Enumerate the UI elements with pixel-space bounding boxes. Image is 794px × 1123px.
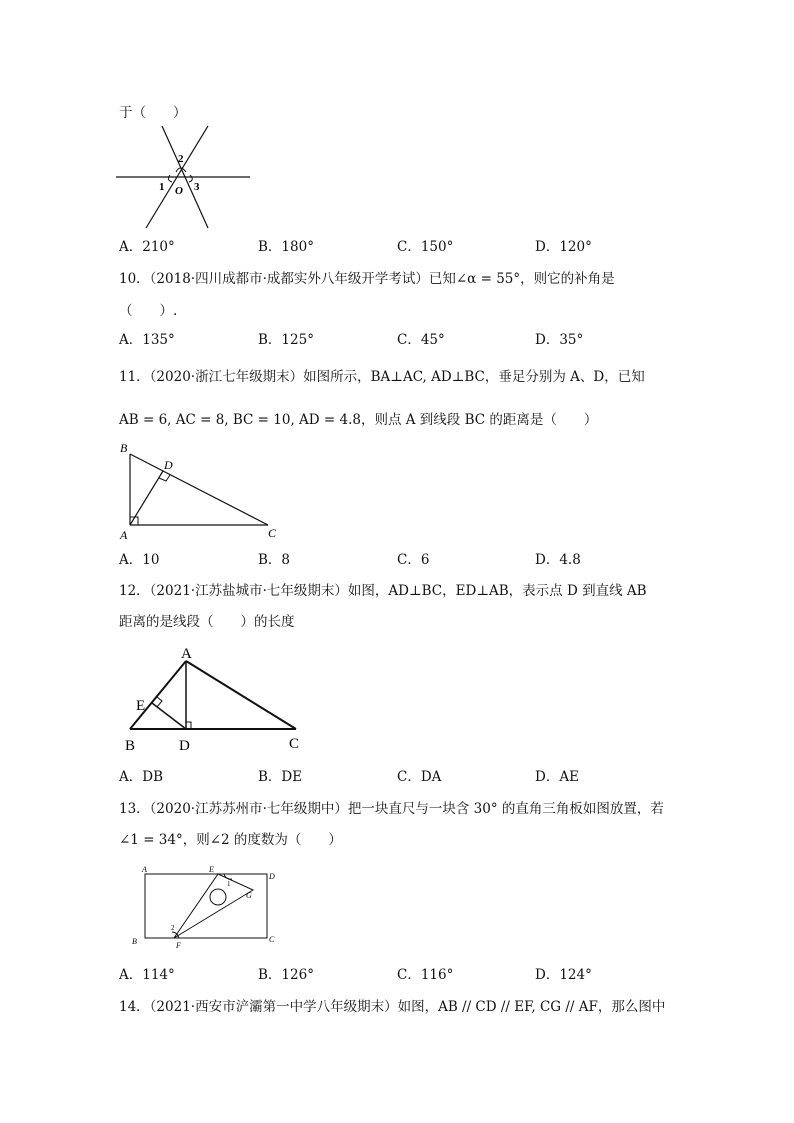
q12-option-c[interactable]: C．DA bbox=[397, 769, 442, 785]
q11-label-c: C bbox=[268, 526, 277, 540]
q11-question-line2: AB = 6, AC = 8, BC = 10, AD = 4.8，则点 A 到线段 BC 的距离是（ ） bbox=[119, 412, 598, 428]
q11-label-a: A bbox=[120, 528, 128, 542]
q12-right-angle-e bbox=[157, 697, 162, 707]
q12-figure bbox=[120, 640, 312, 756]
q10-option-a[interactable]: A．135° bbox=[119, 332, 175, 348]
q9-option-a[interactable]: A．210° bbox=[119, 239, 175, 255]
q13-option-b[interactable]: B．126° bbox=[258, 967, 314, 983]
q11-option-d[interactable]: D．4.8 bbox=[535, 552, 581, 568]
q10-option-c[interactable]: C．45° bbox=[397, 332, 445, 348]
q13-figure bbox=[128, 860, 284, 954]
q12-option-a[interactable]: A．DB bbox=[119, 769, 163, 785]
q13-question-line2: ∠1 = 34°，则∠2 的度数为（ ） bbox=[119, 832, 342, 848]
q13-label-b: B bbox=[132, 937, 137, 946]
q13-triangle-board bbox=[174, 874, 253, 938]
q10-option-b[interactable]: B．125° bbox=[258, 332, 314, 348]
q9-label-3: 3 bbox=[194, 181, 200, 193]
q9-option-b[interactable]: B．180° bbox=[258, 239, 314, 255]
q12-question-line1: 12．（2021·江苏盐城市·七年级期末）如图，AD⊥BC，ED⊥AB，表示点 D 到直线 AB bbox=[119, 583, 647, 599]
q13-label-a: A bbox=[142, 865, 147, 874]
q11-option-c[interactable]: C．6 bbox=[397, 552, 430, 568]
q9-label-o: O bbox=[175, 185, 183, 197]
q11-figure bbox=[116, 440, 282, 542]
q13-label-2: 2 bbox=[171, 924, 175, 932]
q12-side-ab bbox=[130, 661, 186, 729]
q12-label-d: D bbox=[179, 738, 190, 754]
q11-question-line1: 11．（2020·浙江七年级期末）如图所示，BA⊥AC, AD⊥BC，垂足分别为 A、D，已知 bbox=[119, 369, 645, 385]
q13-ruler bbox=[145, 874, 267, 938]
q11-label-d: D bbox=[164, 458, 173, 472]
q13-label-e: E bbox=[209, 865, 214, 874]
q9-angle3-arc bbox=[189, 175, 192, 182]
q12-label-e: E bbox=[136, 698, 146, 714]
q12-label-b: B bbox=[125, 738, 136, 754]
q11-option-a[interactable]: A．10 bbox=[119, 552, 160, 568]
q9-option-c[interactable]: C．150° bbox=[397, 239, 454, 255]
q13-angle1-arc bbox=[224, 874, 232, 879]
q11-side-bc bbox=[130, 454, 268, 525]
q10-question-line2: （ ）. bbox=[119, 303, 178, 319]
q13-label-1: 1 bbox=[227, 880, 231, 888]
q9-angle1-arc bbox=[168, 175, 172, 182]
q9-label-1: 1 bbox=[159, 181, 165, 193]
q12-option-b[interactable]: B．DE bbox=[258, 769, 303, 785]
q9-tail-text: 于（ ） bbox=[119, 105, 187, 121]
q10-option-d[interactable]: D．35° bbox=[535, 332, 584, 348]
q11-option-b[interactable]: B．8 bbox=[258, 552, 291, 568]
q11-label-b: B bbox=[120, 441, 128, 455]
q12-question-line2: 距离的是线段（ ）的长度 bbox=[119, 614, 295, 630]
q13-label-d: D bbox=[269, 872, 275, 881]
q13-option-c[interactable]: C．116° bbox=[397, 967, 454, 983]
q9-figure bbox=[116, 124, 252, 230]
q14-question-line1: 14．（2021·西安市浐灞第一中学八年级期末）如图，AB // CD // EF, CG // AF，那么图中 bbox=[119, 999, 666, 1015]
q13-option-d[interactable]: D．124° bbox=[535, 967, 592, 983]
q12-label-c: C bbox=[289, 736, 300, 752]
q13-label-g: G bbox=[246, 891, 252, 900]
q13-label-f: F bbox=[176, 941, 181, 950]
q9-option-d[interactable]: D．120° bbox=[535, 239, 592, 255]
q13-triangle-hole bbox=[210, 889, 226, 905]
q13-question-line1: 13．（2020·江苏苏州市·七年级期中）把一块直尺与一块含 30° 的直角三角板如图放置，若 bbox=[119, 801, 664, 817]
q12-label-a: A bbox=[181, 646, 192, 662]
q13-label-c: C bbox=[269, 935, 275, 944]
q10-question-line1: 10．（2018·四川成都市·成都实外八年级开学考试）已知∠α = 55°，则它的补角是 bbox=[119, 271, 615, 287]
q12-side-ac bbox=[186, 661, 296, 729]
q9-label-2: 2 bbox=[178, 153, 184, 165]
q12-option-d[interactable]: D．AE bbox=[535, 769, 579, 785]
q13-option-a[interactable]: A．114° bbox=[119, 967, 175, 983]
